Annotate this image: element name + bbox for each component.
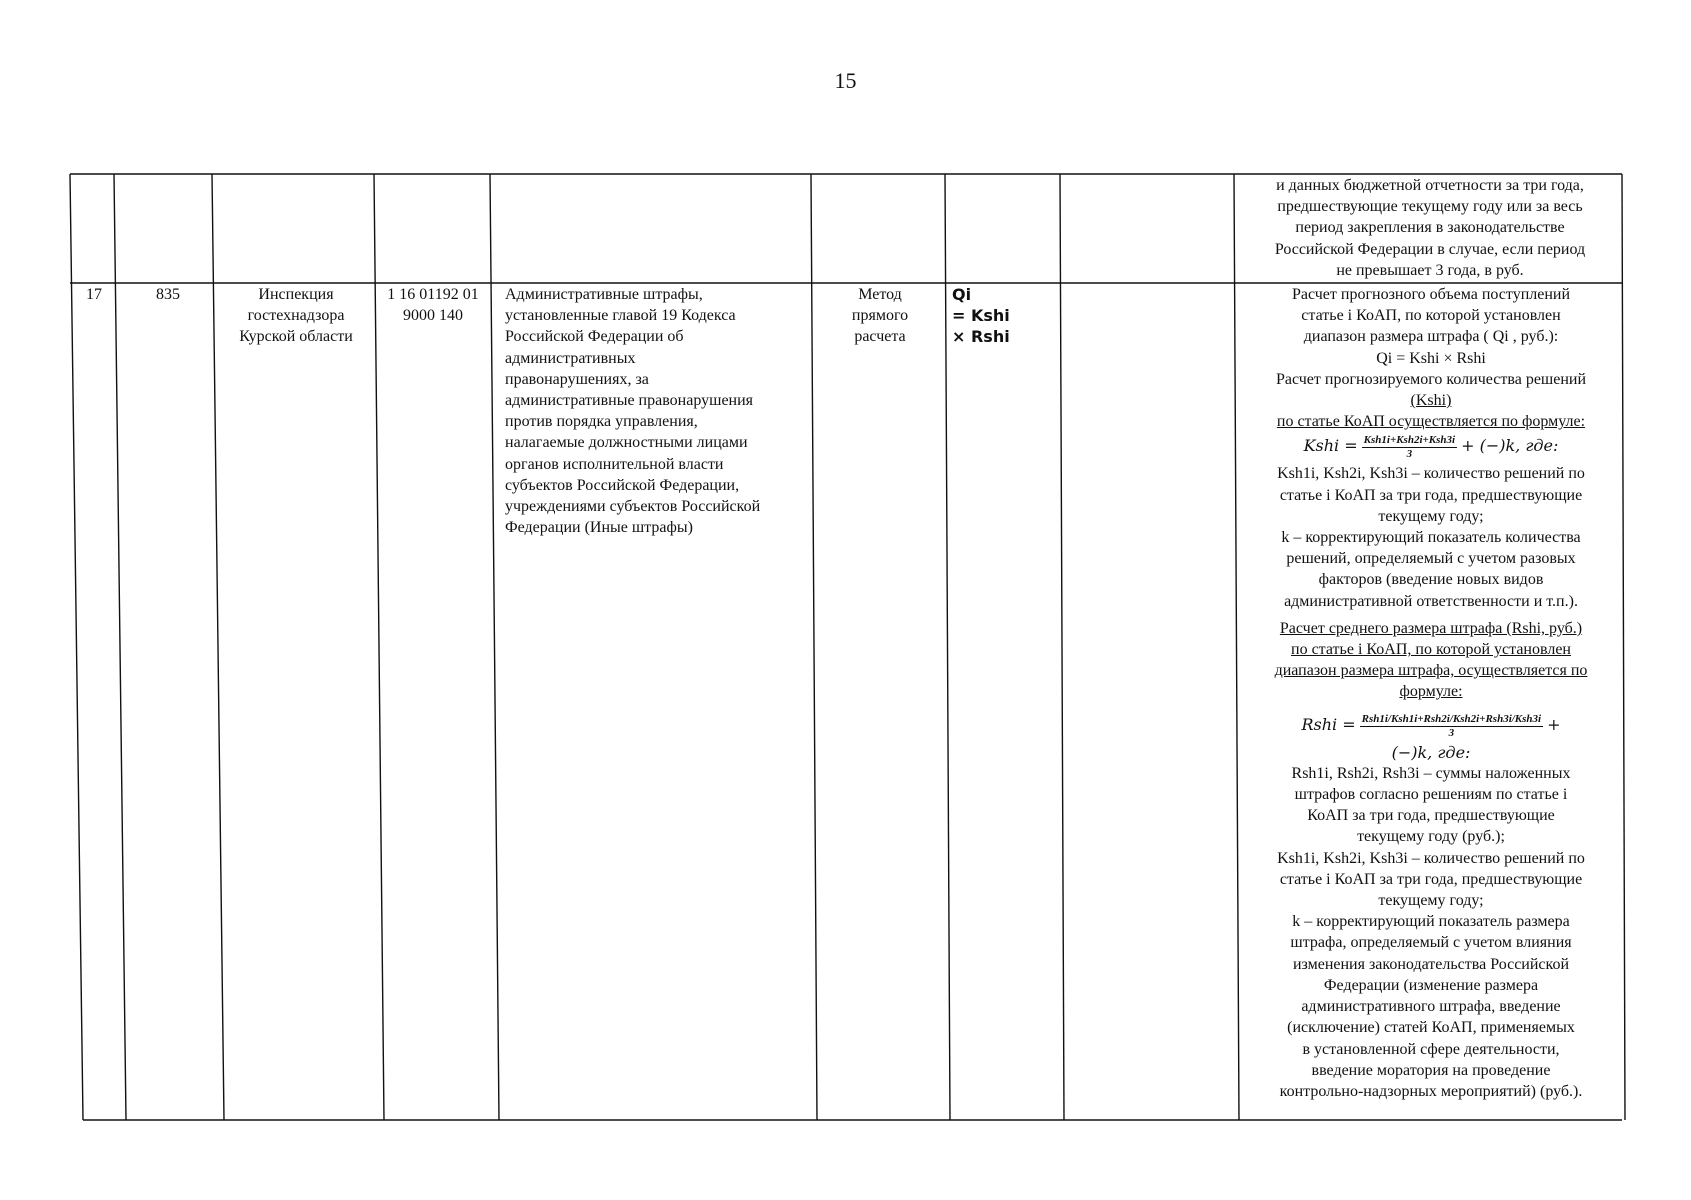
text-line: не превышает 3 года, в руб.	[1336, 261, 1524, 279]
text-line: Федерации (изменение размера	[1323, 976, 1539, 994]
text-line: Ksh1i, Ksh2i, Ksh3i – количество решений по	[1277, 849, 1585, 867]
formula-cell	[952, 284, 1052, 348]
admin-code-cell: 835	[156, 286, 180, 303]
text-line: штрафа, определяемый с учетом влияния	[1290, 934, 1572, 952]
text-line: период закрепления в законодательстве	[1295, 219, 1565, 237]
text-line: административные правонарушения	[505, 392, 754, 410]
text-line: Расчет прогнозного объема поступлений	[1291, 286, 1571, 303]
formula-fraction	[1360, 713, 1543, 740]
rshi-intro-line: Расчет среднего размера штрафа (Rshi, руб.)	[1279, 619, 1583, 637]
formula-lhs: Kshi =	[1303, 436, 1358, 456]
text-line: установленные главой 19 Кодекса	[505, 307, 736, 325]
text-line: Расчет прогнозируемого количества решений	[1275, 370, 1587, 388]
text-line: против порядка управления,	[505, 413, 698, 431]
text-line: статье i КоАП, по которой установлен	[1301, 307, 1561, 325]
text-line: в установленной сфере деятельности,	[1302, 1040, 1560, 1058]
revenue-name-cell	[505, 284, 803, 538]
text-line: и данных бюджетной отчетности за три года,	[1276, 177, 1584, 194]
text-line: Ksh1i, Ksh2i, Ksh3i – количество решений по	[1277, 465, 1585, 483]
text-line: налагаемые должностными лицами	[505, 434, 748, 452]
kbk-cell: 1 16 01192 01 9000 140	[387, 286, 479, 325]
text-line: решений, определяемый с учетом разовых	[1286, 550, 1576, 568]
text-line: административного штрафа, введение	[1301, 998, 1561, 1016]
text-line: статье i КоАП за три года, предшествующие	[1279, 870, 1583, 888]
text-line: k – корректирующий показатель количества	[1281, 529, 1581, 547]
formula-numerator: Ksh1i+Ksh2i+Ksh3i	[1363, 434, 1456, 447]
text-line: органов исполнительной власти	[505, 455, 724, 473]
formula-line: = Kshi	[952, 306, 1010, 326]
text-line: Федерации (Иные штрафы)	[505, 519, 693, 537]
text-line: штрафов согласно решениям по статье i	[1294, 786, 1568, 804]
text-line: правонарушениях, за	[505, 370, 649, 388]
kshi-formula	[1240, 434, 1622, 461]
formula-tail: (−)k, где:	[1391, 742, 1471, 762]
rshi-formula	[1240, 713, 1622, 740]
method-cell: Метод прямого расчета	[851, 286, 909, 346]
text-line: k – корректирующий показатель размера	[1292, 913, 1570, 931]
row-number-cell: 17	[86, 286, 102, 303]
formula-line: × Rshi	[952, 327, 1010, 347]
text-line: изменения законодательства Российской	[1292, 955, 1570, 973]
text-line: статье i КоАП за три года, предшествующие	[1279, 486, 1583, 504]
formula-denominator: 3	[1448, 726, 1455, 739]
formula-plus: +	[1547, 714, 1561, 734]
formula-numerator: Rsh1i/Ksh1i+Rsh2i/Ksh2i+Rsh3i/Ksh3i	[1361, 712, 1542, 725]
kshi-intro: по статье КоАП осуществляется по формуле:	[1276, 413, 1586, 431]
text-line: Российской Федерации в случае, если период	[1274, 240, 1586, 258]
text-line: Административные штрафы,	[505, 286, 703, 303]
text-line: (исключение) статей КоАП, применяемых	[1287, 1019, 1575, 1037]
text-line: административной ответственности и т.п.).	[1284, 592, 1578, 610]
text-line: текущему году;	[1378, 892, 1484, 910]
text-line: Rsh1i, Rsh2i, Rsh3i – суммы наложенных	[1291, 764, 1571, 782]
formula-denominator: 3	[1406, 448, 1413, 461]
formula-lhs: Rshi =	[1301, 714, 1356, 734]
text-line: введение моратория на проведение	[1311, 1061, 1551, 1079]
text-line: КоАП за три года, предшествующие	[1307, 807, 1555, 825]
algorithm-cell	[1240, 284, 1622, 1102]
rshi-intro-line: формуле:	[1399, 683, 1463, 701]
continuation-formula-cell	[1238, 175, 1622, 281]
text-line: Российской Федерации об	[505, 328, 684, 346]
formula-fraction	[1362, 434, 1457, 461]
text-line: предшествующие текущему году или за весь	[1277, 198, 1583, 216]
text-line: учреждениями субъектов Российской	[505, 498, 761, 516]
kshi-label: (Kshi)	[1410, 392, 1452, 410]
text-line: административных	[505, 349, 636, 367]
text-line: текущему году;	[1378, 507, 1484, 525]
formula-line: Qi	[952, 285, 972, 304]
text-line: факторов (введение новых видов	[1318, 571, 1544, 589]
formula-tail: + (−)k, где:	[1461, 436, 1559, 456]
rshi-intro-line: по статье i КоАП, по которой установлен	[1291, 641, 1571, 659]
page-number: 15	[834, 68, 857, 93]
admin-name-cell: Инспекция гостехнадзора Курской области	[239, 286, 353, 346]
text-line: Qi = Kshi × Rshi	[1376, 349, 1486, 367]
rshi-intro-line: диапазон размера штрафа, осуществляется по	[1274, 662, 1588, 680]
text-line: субъектов Российской Федерации,	[505, 476, 740, 494]
text-line: текущему году (руб.);	[1357, 828, 1505, 846]
text-line: диапазон размера штрафа ( Qi , руб.):	[1303, 328, 1559, 346]
text-line: контрольно-надзорных мероприятий) (руб.).	[1279, 1082, 1583, 1100]
